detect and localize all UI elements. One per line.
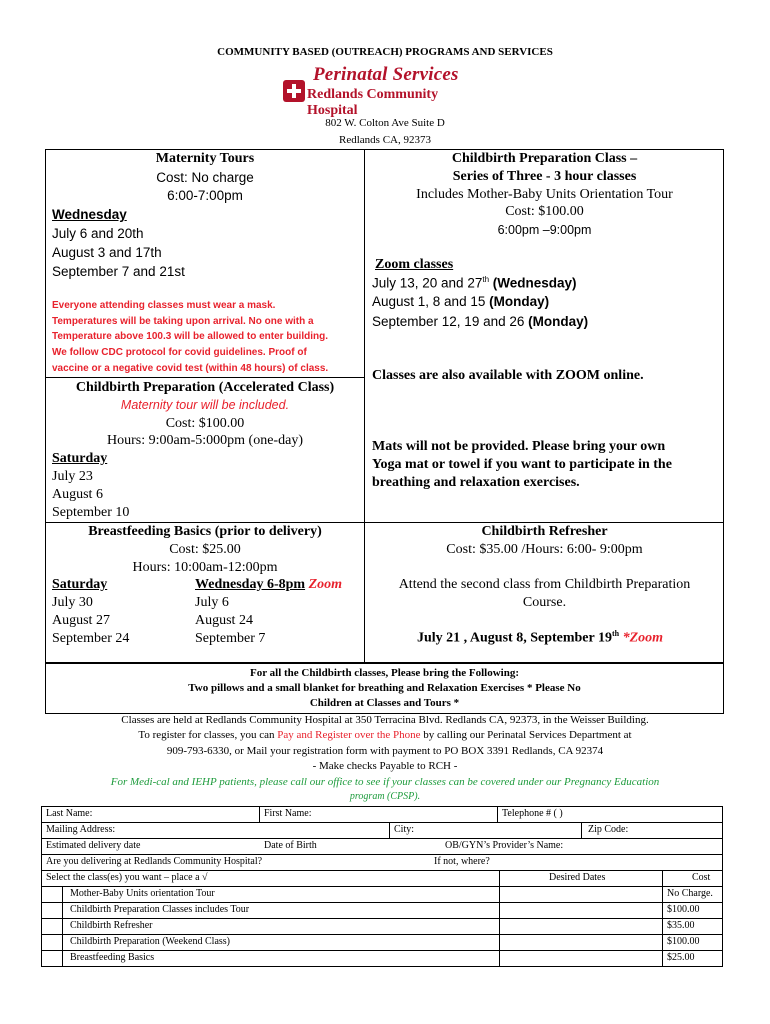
grid-hline-left bbox=[45, 377, 365, 378]
breastfeeding-sat-date: July 30 bbox=[52, 595, 93, 610]
mats-note: Yoga mat or towel if you want to participate in the bbox=[372, 457, 672, 472]
covid-notice: We follow CDC protocol for covid guidelines. Proof of bbox=[52, 347, 307, 358]
maternity-title: Maternity Tours bbox=[155, 151, 255, 166]
class-name: Mother-Baby Units orientation Tour bbox=[70, 888, 215, 899]
accelerated-hours: Hours: 9:00am-5:000pm (one-day) bbox=[107, 433, 303, 448]
breastfeeding-hours: Hours: 10:00am-12:00pm bbox=[132, 560, 278, 575]
bring-line3: Children at Classes and Tours * bbox=[309, 697, 460, 709]
covid-notice: Temperatures will be taking upon arrival. No one with a bbox=[52, 316, 314, 327]
dob-field[interactable]: Date of Birth bbox=[264, 840, 317, 851]
medi-cal-note: For Medi-cal and IEHP patients, please call our office to see if your classes can be covered under our Pregnancy Education bbox=[110, 776, 660, 788]
childbirth-cost: Cost: $100.00 bbox=[505, 204, 584, 219]
class-name: Breastfeeding Basics bbox=[70, 952, 155, 963]
maternity-cost: Cost: No charge bbox=[156, 170, 254, 185]
hospital-logo bbox=[283, 64, 489, 118]
accelerated-date: July 23 bbox=[52, 469, 93, 484]
class-row[interactable] bbox=[42, 919, 722, 935]
cross-logo-icon bbox=[283, 80, 305, 102]
zoom-dates-1: July 13, 20 and 27th (Wednesday) bbox=[372, 275, 577, 291]
maternity-date: August 3 and 17th bbox=[52, 245, 162, 260]
telephone-field[interactable]: Telephone # ( ) bbox=[502, 808, 563, 819]
if-not-where-field[interactable]: If not, where? bbox=[434, 856, 490, 867]
select-classes-label: Select the class(es) you want – place a √ bbox=[46, 872, 208, 883]
form-row bbox=[42, 823, 722, 839]
cost-header: Cost bbox=[692, 872, 711, 883]
form-row bbox=[42, 855, 722, 871]
form-row bbox=[42, 839, 722, 855]
mats-note: breathing and relaxation exercises. bbox=[372, 475, 580, 490]
bring-line2: Two pillows and a small blanket for breathing and Relaxation Exercises * Please No bbox=[188, 682, 581, 694]
breastfeeding-cost: Cost: $25.00 bbox=[169, 542, 241, 557]
desired-dates-header: Desired Dates bbox=[549, 872, 606, 883]
zoom-dates-2: August 1, 8 and 15 (Monday) bbox=[372, 294, 550, 309]
mailing-address-field[interactable]: Mailing Address: bbox=[46, 824, 116, 835]
bring-line1: For all the Childbirth classes, Please bring the Following: bbox=[250, 667, 519, 679]
address-line1: 802 W. Colton Ave Suite D bbox=[325, 117, 445, 129]
refresher-dates: July 21 , August 8, September 19th *Zoom bbox=[417, 629, 664, 646]
class-name: Childbirth Preparation Classes includes Tour bbox=[70, 904, 250, 915]
accelerated-note: Maternity tour will be included. bbox=[120, 398, 290, 412]
delivering-question[interactable]: Are you delivering at Redlands Community Hospital? bbox=[46, 856, 263, 867]
accelerated-day: Saturday bbox=[52, 451, 108, 466]
childbirth-includes: Includes Mother-Baby Units Orientation Tour bbox=[416, 187, 673, 202]
info-line3: 909-793-6330, or Mail your registration form with payment to PO BOX 3391 Redlands, CA 92374 bbox=[166, 745, 604, 757]
refresher-desc-1: Attend the second class from Childbirth Preparation bbox=[398, 577, 691, 592]
address-line2: Redlands CA, 92373 bbox=[339, 134, 431, 146]
class-cost: $100.00 bbox=[667, 936, 700, 947]
childbirth-subtitle: Series of Three - 3 hour classes bbox=[452, 169, 637, 184]
breastfeeding-sat-date: September 24 bbox=[52, 631, 130, 646]
class-cost: $100.00 bbox=[667, 904, 700, 915]
breastfeeding-wed-label: Wednesday 6-8pm Zoom bbox=[195, 577, 343, 592]
maternity-day: Wednesday bbox=[52, 207, 127, 222]
last-name-field[interactable]: Last Name: bbox=[46, 808, 93, 819]
obgyn-field[interactable]: OB/GYN’s Provider’s Name: bbox=[445, 840, 564, 851]
class-cost: No Charge. bbox=[667, 888, 713, 899]
refresher-cost: Cost: $35.00 /Hours: 6:00- 9:00pm bbox=[446, 542, 643, 557]
covid-notice: Everyone attending classes must wear a mask. bbox=[52, 300, 276, 311]
maternity-date: July 6 and 20th bbox=[52, 226, 144, 241]
first-name-field[interactable]: First Name: bbox=[264, 808, 312, 819]
breastfeeding-wed-date: July 6 bbox=[195, 595, 229, 610]
zoom-note: Classes are also available with ZOOM online. bbox=[372, 368, 644, 383]
childbirth-title: Childbirth Preparation Class – bbox=[451, 151, 638, 166]
city-field[interactable]: City: bbox=[394, 824, 415, 835]
refresher-title: Childbirth Refresher bbox=[481, 524, 608, 539]
class-row[interactable] bbox=[42, 951, 722, 967]
accelerated-cost: Cost: $100.00 bbox=[165, 416, 245, 431]
breastfeeding-wed-date: September 7 bbox=[195, 631, 266, 646]
breastfeeding-title: Breastfeeding Basics (prior to delivery) bbox=[88, 524, 322, 539]
logo-line1: Perinatal Services bbox=[313, 64, 459, 85]
info-line1: Classes are held at Redlands Community Hospital at 350 Terracina Blvd. Redlands CA, 92373, in the Weisser Building. bbox=[121, 714, 649, 726]
class-cost: $35.00 bbox=[667, 920, 695, 931]
form-header-row bbox=[42, 871, 722, 887]
class-cost: $25.00 bbox=[667, 952, 695, 963]
refresher-desc-2: Course. bbox=[522, 595, 567, 610]
registration-form bbox=[41, 806, 723, 967]
logo-line2: Redlands Community Hospital bbox=[307, 87, 439, 118]
zoom-heading: Zoom classes bbox=[375, 257, 454, 272]
breastfeeding-sat-label: Saturday bbox=[52, 577, 108, 592]
medi-cal-note-2: program (CPSP). bbox=[349, 791, 421, 802]
grid-hline-mid bbox=[45, 522, 724, 523]
breastfeeding-wed-date: August 24 bbox=[195, 613, 253, 628]
accelerated-date: August 6 bbox=[52, 487, 103, 502]
maternity-date: September 7 and 21st bbox=[52, 264, 185, 279]
covid-notice: Temperature above 100.3 will be allowed to enter building. bbox=[52, 331, 328, 342]
class-name: Childbirth Preparation (Weekend Class) bbox=[70, 936, 230, 947]
covid-notice: vaccine or a negative covid test (within 48 hours) of class. bbox=[52, 363, 329, 374]
class-row[interactable] bbox=[42, 935, 722, 951]
maternity-time: 6:00-7:00pm bbox=[167, 188, 243, 203]
form-row bbox=[42, 807, 722, 823]
zoom-dates-3: September 12, 19 and 26 (Monday) bbox=[372, 314, 589, 329]
class-row[interactable] bbox=[42, 887, 722, 903]
accelerated-date: September 10 bbox=[52, 505, 130, 520]
childbirth-time: 6:00pm –9:00pm bbox=[497, 223, 592, 237]
class-row[interactable] bbox=[42, 903, 722, 919]
info-line4: - Make checks Payable to RCH - bbox=[312, 760, 458, 772]
zip-code-field[interactable]: Zip Code: bbox=[588, 824, 629, 835]
class-name: Childbirth Refresher bbox=[70, 920, 153, 931]
mats-note: Mats will not be provided. Please bring your own bbox=[372, 439, 666, 454]
due-date-field[interactable]: Estimated delivery date bbox=[46, 840, 141, 851]
page-title: COMMUNITY BASED (OUTREACH) PROGRAMS AND SERVICES bbox=[217, 46, 553, 58]
accelerated-title: Childbirth Preparation (Accelerated Class) bbox=[75, 380, 335, 395]
info-line2: To register for classes, you can Pay and Register over the Phone by calling our Perinatal Services Department at bbox=[138, 729, 632, 741]
breastfeeding-sat-date: August 27 bbox=[52, 613, 110, 628]
